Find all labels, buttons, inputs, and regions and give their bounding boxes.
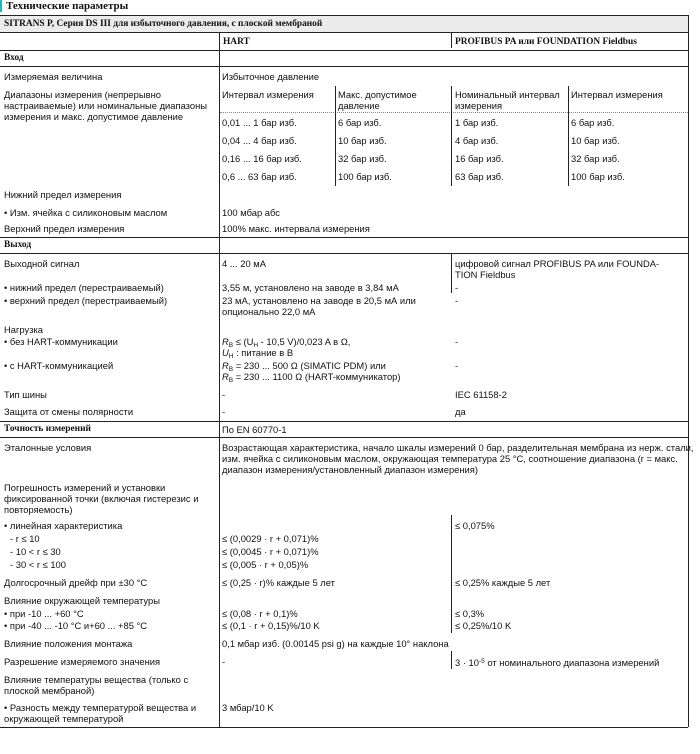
range-cell: 0,6 ... 63 бар изб.: [222, 171, 297, 182]
load-label: Нагрузка: [4, 324, 44, 335]
range-cell: 16 бар изб.: [455, 153, 504, 164]
range-cell: 0,04 ... 4 бар изб.: [222, 135, 297, 146]
cell-value: 100 мбар абс: [222, 207, 280, 218]
upper-bound-value-2: опционально 22,0 мА: [222, 306, 316, 317]
measured-label: Измеряемая величина: [4, 71, 103, 82]
bus-type-value: IEC 61158-2: [455, 389, 507, 400]
load-symbol: R: [222, 360, 229, 371]
rule-input: [0, 66, 688, 67]
load-hart-formula-2: [222, 371, 401, 386]
resolution-pa: [455, 656, 659, 668]
output-signal-pa-1: цифровой сигнал PROFIBUS PA или FOUNDA-: [455, 258, 660, 269]
diff-label-1: • Разность между температурой вещества и: [4, 702, 197, 713]
load-formula-part: - 10,5 V)/0,023 A в Ω,: [258, 336, 351, 347]
ambient1-pa: ≤ 0,3%: [455, 608, 485, 619]
medium-label-1: Влияние температуры вещества (только с: [4, 674, 189, 685]
lower-bound-label: • нижний предел (перестраиваемый): [4, 282, 164, 293]
col-divider-2: [451, 32, 452, 48]
lower-bound-value: 3,55 м, установлено на заводе в 3,84 мА: [222, 282, 399, 293]
voltage-text: : питание в В: [233, 347, 294, 358]
resolution-hart: -: [222, 656, 226, 667]
load-subscript: B: [228, 377, 234, 384]
ref-value-3: диапазон измерения/установленный диапазон измерения): [222, 464, 478, 475]
ambient2-pa: ≤ 0,25%/10 K: [455, 620, 512, 631]
title-marker: [0, 0, 2, 12]
col-divider-sub1: [335, 86, 336, 186]
col-divider-2b: [451, 253, 452, 293]
lower-limit-label: Нижний предел измерения: [4, 189, 122, 200]
ambient2-label: • при -40 ... -10 °C и+60 ... +85 °C: [4, 620, 148, 631]
mount-value: 0,1 мбар изб. (0.00145 psi g) на каждые 10° наклона: [222, 638, 449, 649]
subheader-nominal-2: измерения: [455, 100, 503, 111]
medium-label-2: плоской мембраной): [4, 685, 95, 696]
resolution-text: от номинального диапазона измерений: [484, 657, 660, 668]
load-hart-label: • с HART-коммуникацией: [4, 360, 114, 371]
rule-accuracy-start: [0, 421, 688, 422]
rule-accuracy: [0, 437, 688, 438]
subheader-range-hart: Интервал измерения: [222, 89, 314, 100]
subheader-maxpressure-2: давление: [338, 100, 380, 111]
linear-pa: ≤ 0,075%: [455, 520, 495, 531]
ref-value-1: Возрастающая характеристика, начало шкалы измерений 0 бар, разделительная мембрана из нерж. стали,: [222, 442, 694, 453]
cell-label: • Изм. ячейка с силиконовым маслом: [4, 207, 168, 218]
range-cell: 6 бар изб.: [338, 117, 382, 128]
load-symbol: R: [222, 336, 229, 347]
linear-condition: - r ≤ 10: [10, 533, 40, 544]
ambient1-label: • при -10 ... +60 °C: [4, 608, 84, 619]
rule-header: [0, 50, 688, 51]
resolution-label: Разрешение измеряемого значения: [4, 656, 161, 667]
table-title: SITRANS P, Серия DS III для избыточного давления, с плоской мембраной: [4, 19, 323, 29]
load-no-hart-label: • без HART-коммуникации: [4, 336, 118, 347]
col-divider-right: [688, 15, 689, 727]
load-formula-part: ≤ (U: [233, 336, 254, 347]
upper-limit-label: Верхний предел измерения: [4, 223, 125, 234]
ambient1-hart: ≤ (0,08 · r + 0,1)%: [222, 608, 298, 619]
load-symbol: R: [222, 371, 229, 382]
load-no-hart-pa: -: [455, 336, 459, 347]
rule-title: [0, 32, 688, 33]
range-cell: 32 бар изб.: [571, 153, 620, 164]
subheader-range-pa: Интервал измерения: [571, 89, 663, 100]
ambient2-hart: ≤ (0,1 · r + 0,15)%/10 K: [222, 620, 320, 631]
load-subscript: B: [228, 366, 234, 373]
range-cell: 0,01 ... 1 бар изб.: [222, 117, 297, 128]
range-cell: 6 бар изб.: [571, 117, 615, 128]
load-subscript: B: [228, 342, 234, 349]
measured-value: Избыточное давление: [222, 71, 320, 82]
upper-bound-label: • верхний предел (перестраиваемый): [4, 295, 168, 306]
section-accuracy: Точность измерений: [4, 424, 91, 434]
rule-subheader: [220, 112, 688, 113]
linear-condition: - 30 < r ≤ 100: [10, 559, 66, 570]
subheader-nominal-1: Номинальный интервал: [455, 89, 560, 100]
error-label-3: повторяемость): [4, 504, 73, 515]
range-cell: 10 бар изб.: [571, 135, 620, 146]
col-divider-2c: [451, 515, 452, 633]
ranges-label-3: измерения и макс. допустимое давление: [4, 111, 184, 122]
rule-top: [0, 15, 688, 16]
diff-label-2: окружающей температурой: [4, 713, 124, 724]
linear-label: • линейная характеристика: [4, 520, 123, 531]
drift-hart: ≤ (0,25 · r)% каждые 5 лет: [222, 577, 335, 588]
range-cell: 63 бар изб.: [455, 171, 504, 182]
voltage-symbol: U: [222, 347, 229, 358]
upper-bound-value-1: 23 мА, установлено на заводе в 20,5 мА или: [222, 295, 416, 306]
output-signal-label: Выходной сигнал: [4, 258, 80, 269]
bus-type-label: Тип шины: [4, 389, 47, 400]
column-header-profibus: PROFIBUS PA или FOUNDATION Fieldbus: [455, 37, 637, 47]
load-subscript: H: [253, 342, 259, 349]
error-label-1: Погрешность измерений и установки: [4, 482, 166, 493]
voltage-subscript: H: [228, 353, 234, 360]
load-hart-text: = 230 ... 500 Ω (SIMATIC PDM) или: [233, 360, 386, 371]
col-divider-1: [219, 32, 220, 727]
load-hart-text: = 230 ... 1100 Ω (HART-коммуникатор): [233, 371, 401, 382]
resolution-exponent: -5: [478, 658, 485, 665]
section-output: Выход: [4, 240, 32, 250]
polarity-value: да: [455, 406, 466, 417]
error-label-2: фиксированной точки (включая гистерезис и: [4, 493, 199, 504]
range-cell: 100 бар изб.: [571, 171, 625, 182]
range-cell: 4 бар изб.: [455, 135, 499, 146]
linear-value: ≤ (0,005 · r + 0,05)%: [222, 559, 309, 570]
drift-label: Долгосрочный дрейф при ±30 °C: [4, 577, 148, 588]
ranges-label-2: настраиваемые) или номинальные диапазоны: [4, 100, 207, 111]
upper-bound-pa: -: [455, 295, 459, 306]
load-hart-pa: -: [455, 360, 459, 371]
range-cell: 32 бар изб.: [338, 153, 387, 164]
accuracy-standard: По EN 60770-1: [222, 424, 287, 435]
range-cell: 0,16 ... 16 бар изб.: [222, 153, 302, 164]
range-cell: 100 бар изб.: [338, 171, 392, 182]
rule-bottom: [0, 727, 688, 728]
range-cell: 1 бар изб.: [455, 117, 499, 128]
subheader-maxpressure-1: Макс. допустимое: [338, 89, 417, 100]
range-cell: 10 бар изб.: [338, 135, 387, 146]
output-signal-hart: 4 ... 20 мА: [222, 258, 266, 269]
col-divider-sub2: [451, 86, 452, 186]
rule-output-start: [0, 237, 688, 238]
section-input: Вход: [4, 53, 24, 63]
ref-value-2: изм. ячейка с силиконовым маслом, окружающая температура 25 °C, соотношение диапазона (r = макс.: [222, 453, 678, 464]
rule-output: [0, 253, 688, 254]
lower-bound-pa: -: [455, 282, 459, 293]
linear-condition: - 10 < r ≤ 30: [10, 546, 61, 557]
linear-value: ≤ (0,0045 · r + 0,071)%: [222, 546, 319, 557]
polarity-hart: -: [222, 406, 226, 417]
drift-pa: ≤ 0,25% каждые 5 лет: [455, 577, 551, 588]
column-header-hart: HART: [223, 37, 250, 47]
ref-label: Эталонные условия: [4, 442, 92, 453]
output-signal-pa-2: TION Fieldbus: [455, 269, 516, 280]
diff-value: 3 мбар/10 K: [222, 702, 274, 713]
col-divider-sub3: [568, 86, 569, 186]
page-title: Технические параметры: [6, 0, 129, 12]
col-divider-2d: [451, 651, 452, 669]
bus-type-hart: -: [222, 389, 226, 400]
upper-limit-value: 100% макс. интервала измерения: [222, 223, 370, 234]
resolution-coefficient: 3 · 10: [455, 657, 479, 668]
linear-value: ≤ (0,0029 · r + 0,071)%: [222, 533, 319, 544]
ambient-label: Влияние окружающей температуры: [4, 595, 160, 606]
polarity-label: Защита от смены полярности: [4, 406, 134, 417]
mount-label: Влияние положения монтажа: [4, 638, 133, 649]
ranges-label-1: Диапазоны измерения (непрерывно: [4, 89, 161, 100]
